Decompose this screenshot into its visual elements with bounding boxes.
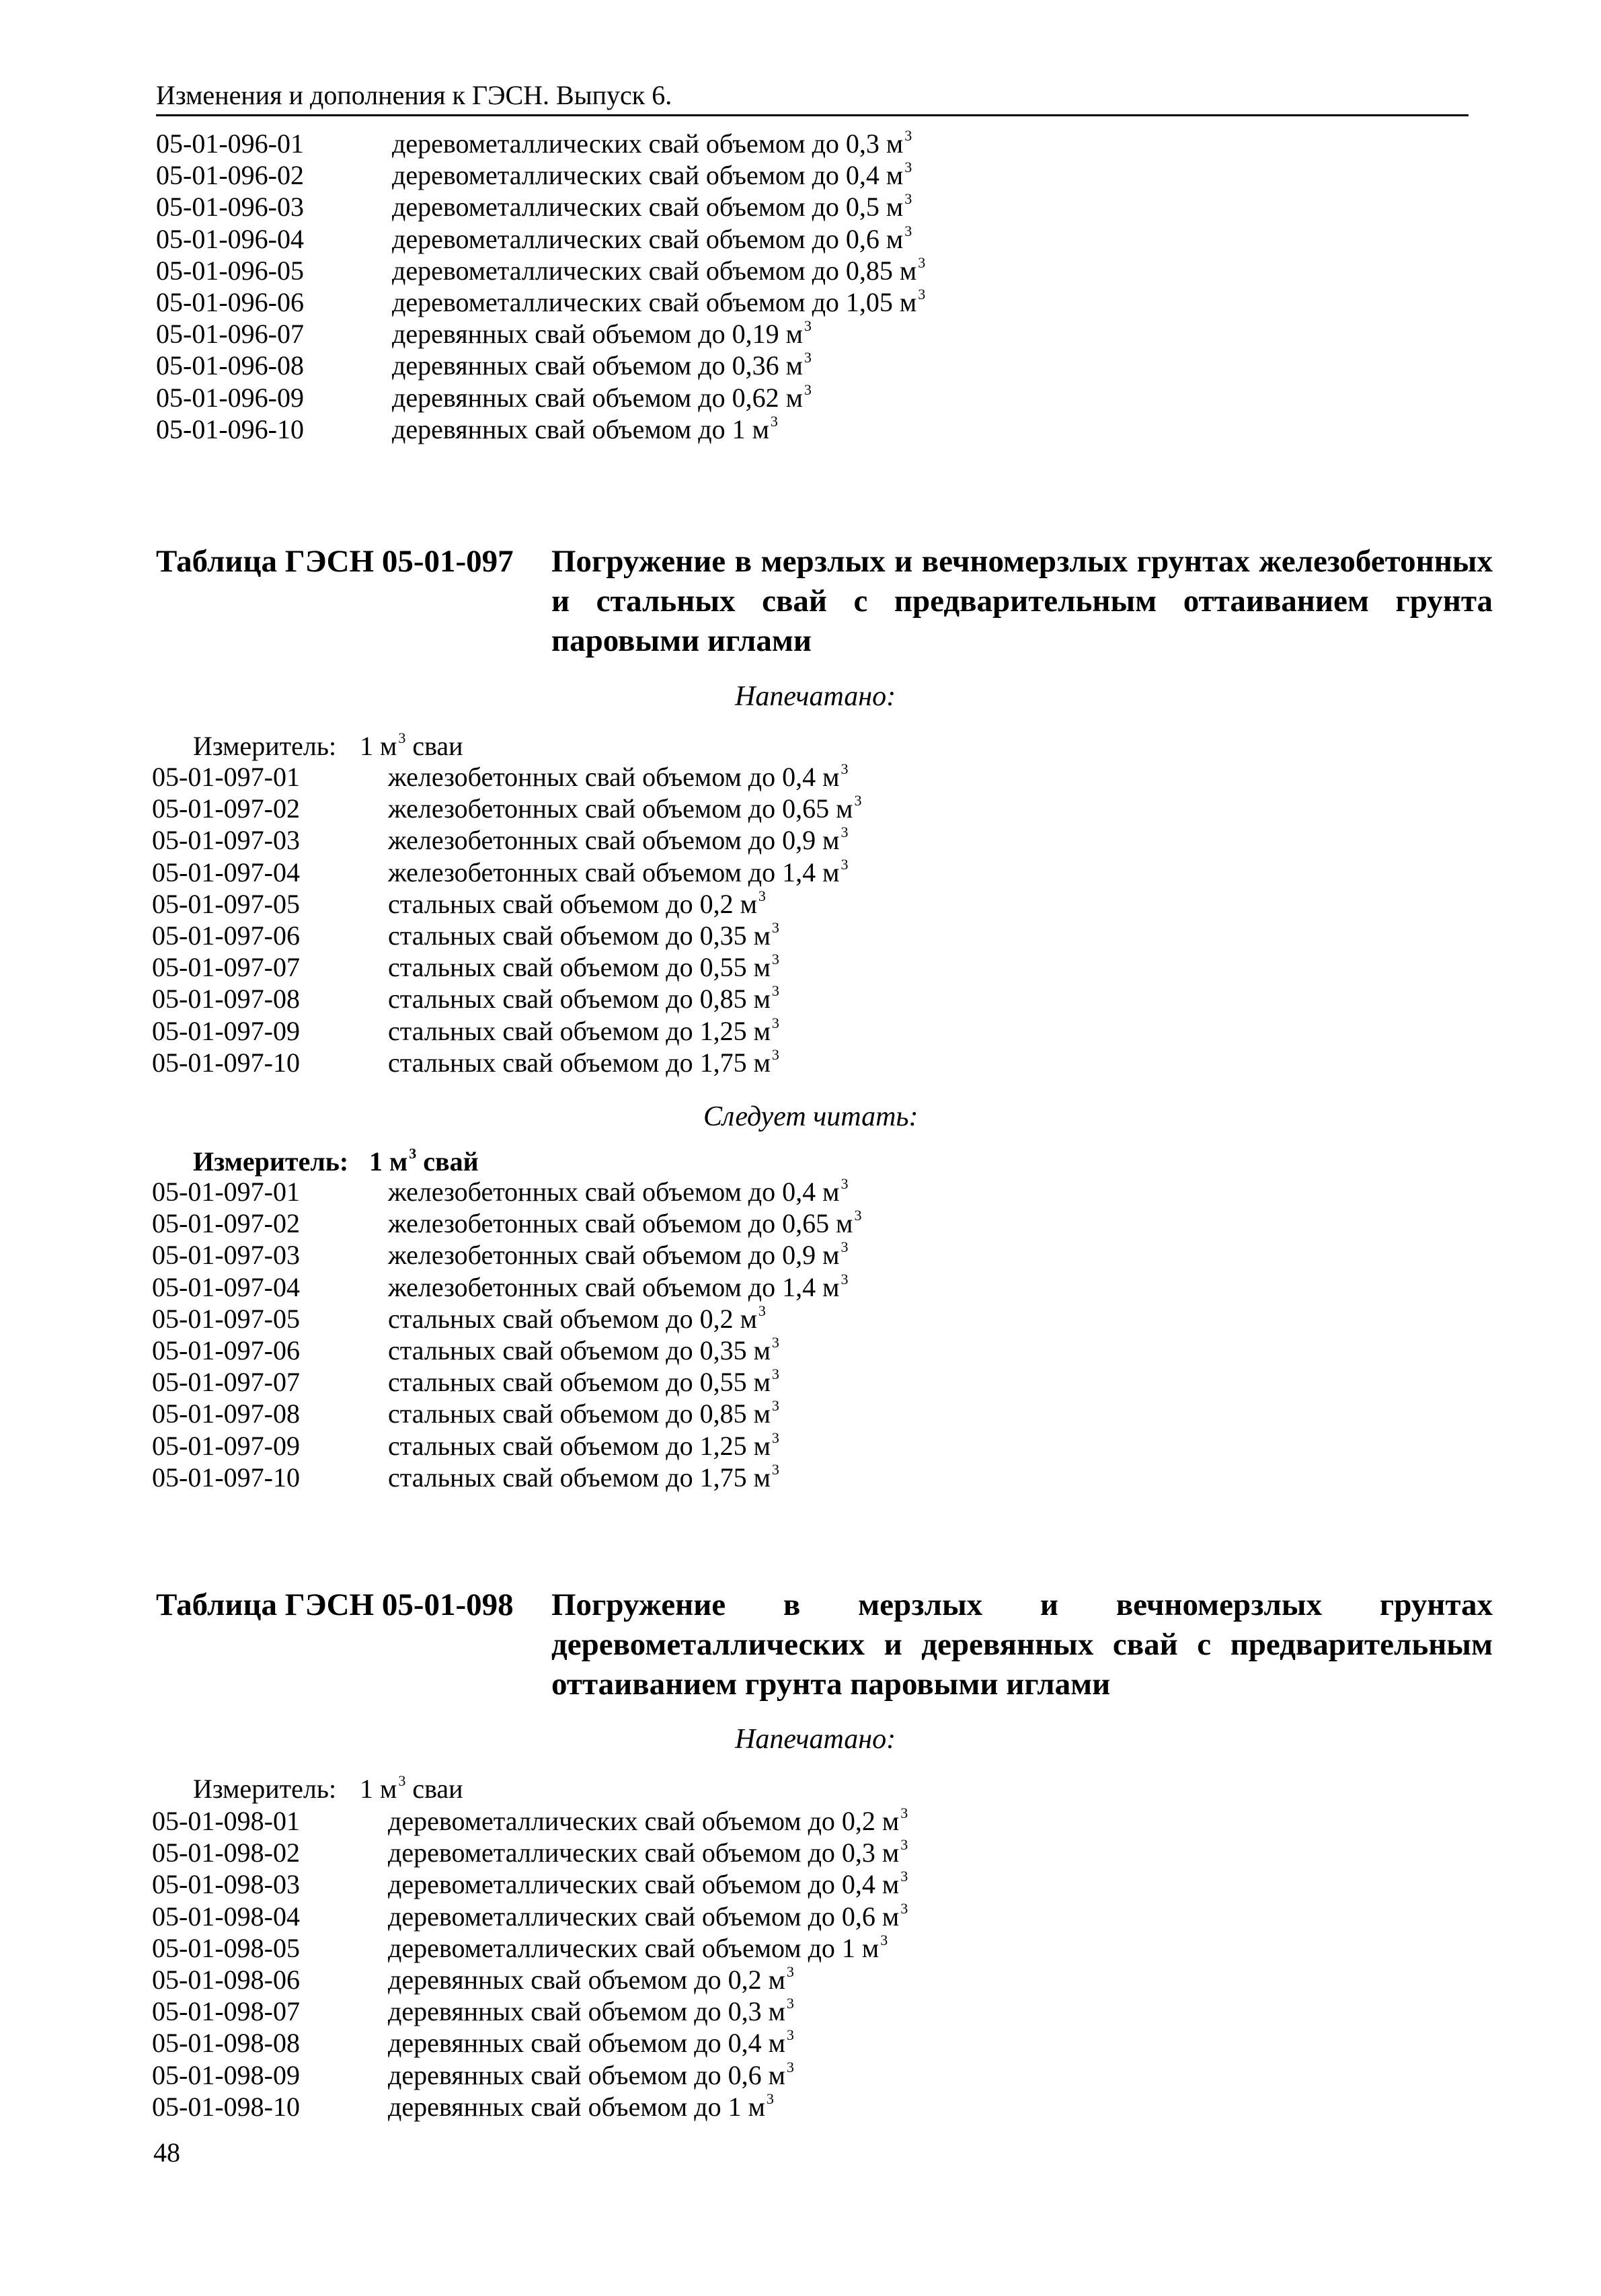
item-description: стальных свай объемом до 1,25 $м^3$ (388, 1429, 779, 1461)
item-code: 05-01-097-07 (152, 952, 300, 983)
item-code: 05-01-098-07 (152, 1996, 300, 2027)
item-code: 05-01-098-04 (152, 1901, 300, 1932)
item-code: 05-01-097-01 (152, 1177, 300, 1207)
item-description: стальных свай объемом до 1,75 $м^3$ (388, 1045, 779, 1078)
list-item (156, 318, 1165, 350)
list-item (152, 920, 1161, 952)
header-rule (156, 114, 1469, 116)
item-code: 05-01-097-06 (152, 1335, 300, 1365)
table-098-name: Погружение в мерзлых и вечномерзлых грунтах деревометаллических и деревянных свай с предварительным оттаиванием грунта паровыми иглами (551, 1587, 1493, 1702)
item-code: 05-01-096-02 (156, 160, 304, 191)
item-description: стальных свай объемом до 0,35 $м^3$ (388, 1334, 779, 1365)
item-description: стальных свай объемом до 1,25 $м^3$ (388, 1014, 779, 1046)
item-code: 05-01-097-08 (152, 1398, 300, 1429)
item-description: деревянных свай объемом до 0,62 $м^3$ (392, 381, 812, 413)
item-code: 05-01-098-08 (152, 2028, 300, 2059)
list-item (156, 255, 1165, 287)
list-item (152, 2091, 1161, 2123)
list-item (152, 1208, 1161, 1240)
item-code: 05-01-097-10 (152, 1462, 300, 1493)
item-description: железобетонных свай объемом до 0,9 $м^3$ (388, 824, 849, 856)
table-097-name: Погружение в мерзлых и вечномерзлых грунтах железобетонных и стальных свай с предварительным оттаиванием грунта паровыми иглами (551, 544, 1493, 658)
item-code: 05-01-097-02 (152, 793, 300, 824)
table-097-corrected-note: Следует читать: (703, 1101, 919, 1132)
item-code: 05-01-098-01 (152, 1806, 300, 1836)
item-code: 05-01-097-04 (152, 1271, 300, 1302)
list-item (152, 1239, 1161, 1271)
item-code: 05-01-096-07 (156, 319, 304, 350)
item-code: 05-01-097-04 (152, 857, 300, 887)
list-item (152, 2059, 1161, 2092)
item-description: стальных свай объемом до 0,85 $м^3$ (388, 1397, 779, 1429)
list-item (152, 1868, 1161, 1901)
item-description: деревометаллических свай объемом до 1 $м^3$ (388, 1931, 888, 1963)
list-item (152, 761, 1161, 793)
item-code: 05-01-098-09 (152, 2059, 300, 2090)
list-item (152, 857, 1161, 889)
item-code: 05-01-097-03 (152, 1240, 300, 1271)
list-item (152, 1995, 1161, 2028)
table-098-label: Таблица ГЭСН 05-01-098 (156, 1587, 514, 1622)
item-description: деревометаллических свай объемом до 0,3 $м^3$ (392, 127, 912, 159)
item-description: железобетонных свай объемом до 1,4 $м^3$ (388, 855, 849, 887)
item-code: 05-01-096-09 (156, 382, 304, 413)
item-description: стальных свай объемом до 0,2 $м^3$ (388, 887, 766, 919)
list-item (152, 1271, 1161, 1304)
list-item (152, 1901, 1161, 1933)
item-description: деревянных свай объемом до 0,4 $м^3$ (388, 2026, 794, 2059)
item-code: 05-01-097-02 (152, 1208, 300, 1239)
list-item (152, 1430, 1161, 1462)
list-item (152, 824, 1161, 857)
item-description: железобетонных свай объемом до 1,4 $м^3$ (388, 1270, 849, 1302)
item-description: стальных свай объемом до 0,85 $м^3$ (388, 982, 779, 1015)
list-item (152, 1015, 1161, 1047)
meter-unit: 1 $м^3$ сваи (360, 1772, 463, 1804)
item-description: деревянных свай объемом до 0,3 $м^3$ (388, 1995, 794, 2027)
item-description: железобетонных свай объемом до 0,65 $м^3$ (388, 792, 862, 824)
page-number: 48 (153, 2137, 180, 2168)
item-code: 05-01-097-09 (152, 1430, 300, 1461)
item-code: 05-01-097-09 (152, 1015, 300, 1046)
list-item (156, 350, 1165, 382)
item-code: 05-01-097-05 (152, 888, 300, 919)
item-description: деревометаллических свай объемом до 0,4 $м^3$ (388, 1868, 908, 1900)
item-description: стальных свай объемом до 0,55 $м^3$ (388, 1365, 779, 1398)
item-code: 05-01-097-01 (152, 762, 300, 792)
table-097-label: Таблица ГЭСН 05-01-097 (156, 544, 514, 579)
list-item (152, 951, 1161, 984)
item-code: 05-01-096-10 (156, 413, 304, 444)
list-item (152, 1462, 1161, 1494)
table-098-title (156, 1585, 1493, 1706)
item-description: стальных свай объемом до 1,75 $м^3$ (388, 1460, 779, 1493)
list-item (152, 793, 1161, 825)
list-item (152, 2027, 1161, 2059)
item-description: деревянных свай объемом до 0,6 $м^3$ (388, 2058, 794, 2090)
item-code: 05-01-098-02 (152, 1837, 300, 1868)
table-098-printed-note: Напечатано: (735, 1724, 896, 1755)
item-description: деревометаллических свай объемом до 0,5 $м^3$ (392, 190, 912, 223)
list-item (152, 1964, 1161, 1996)
item-code: 05-01-096-03 (156, 192, 304, 223)
list-item (152, 888, 1161, 920)
list-item (156, 191, 1165, 223)
list-item (156, 159, 1165, 192)
item-description: стальных свай объемом до 0,2 $м^3$ (388, 1302, 766, 1334)
item-description: стальных свай объемом до 0,35 $м^3$ (388, 919, 779, 951)
item-code: 05-01-096-04 (156, 223, 304, 254)
list-item (152, 1335, 1161, 1367)
item-code: 05-01-097-08 (152, 984, 300, 1015)
item-code: 05-01-097-06 (152, 920, 300, 951)
item-description: деревянных свай объемом до 0,19 $м^3$ (392, 317, 812, 350)
item-code: 05-01-097-10 (152, 1047, 300, 1078)
meter-label: Измеритель: (193, 731, 337, 761)
item-description: деревометаллических свай объемом до 0,3 $м^3$ (388, 1836, 908, 1868)
list-item (152, 1932, 1161, 1965)
item-code: 05-01-096-01 (156, 128, 304, 159)
list-item (152, 1047, 1161, 1079)
list-item (152, 1366, 1161, 1398)
item-code: 05-01-098-06 (152, 1965, 300, 1995)
item-code: 05-01-096-06 (156, 287, 304, 317)
list-item (156, 128, 1165, 160)
item-code: 05-01-097-07 (152, 1367, 300, 1398)
item-description: деревометаллических свай объемом до 0,4 $м^3$ (392, 159, 912, 191)
item-code: 05-01-098-03 (152, 1869, 300, 1900)
item-description: деревометаллических свай объемом до 1,05 $м^3$ (392, 286, 926, 317)
list-item (156, 223, 1165, 255)
item-description: железобетонных свай объемом до 0,4 $м^3$ (388, 1175, 849, 1207)
item-code: 05-01-097-05 (152, 1303, 300, 1334)
item-description: железобетонных свай объемом до 0,9 $м^3$ (388, 1238, 849, 1271)
item-description: деревянных свай объемом до 0,36 $м^3$ (392, 349, 812, 381)
item-description: железобетонных свай объемом до 0,4 $м^3$ (388, 760, 849, 792)
list-item (152, 1176, 1161, 1208)
item-code: 05-01-098-05 (152, 1932, 300, 1963)
meter-unit: 1 $м^3$ сваи (360, 729, 463, 761)
table-097-printed-note: Напечатано: (735, 681, 896, 712)
list-item (152, 1303, 1161, 1335)
running-header: Изменения и дополнения к ГЭСН. Выпуск 6. (156, 80, 672, 110)
item-description: стальных свай объемом до 0,55 $м^3$ (388, 951, 779, 983)
item-description: деревянных свай объемом до 1 $м^3$ (388, 2090, 774, 2122)
meter-unit: 1 $м^3$ свай (369, 1145, 479, 1177)
item-description: деревометаллических свай объемом до 0,6 $м^3$ (392, 222, 912, 254)
meter-label: Измеритель: (193, 1146, 349, 1177)
table-097-title (156, 542, 1493, 663)
item-description: деревометаллических свай объемом до 0,6 $м^3$ (388, 1899, 908, 1932)
list-item (156, 413, 1165, 446)
list-item (156, 382, 1165, 414)
item-description: деревометаллических свай объемом до 0,85 $м^3$ (392, 253, 926, 286)
item-description: деревянных свай объемом до 1 $м^3$ (392, 412, 778, 444)
item-code: 05-01-098-10 (152, 2091, 300, 2122)
list-item (152, 1837, 1161, 1869)
list-item (152, 1398, 1161, 1430)
meter-label: Измеритель: (193, 1774, 337, 1804)
item-code: 05-01-096-08 (156, 350, 304, 381)
list-item (152, 1805, 1161, 1837)
item-description: деревометаллических свай объемом до 0,2 $м^3$ (388, 1805, 908, 1836)
item-description: деревянных свай объемом до 0,2 $м^3$ (388, 1963, 794, 1995)
list-item (152, 983, 1161, 1015)
item-code: 05-01-097-03 (152, 825, 300, 856)
item-code: 05-01-096-05 (156, 255, 304, 286)
item-description: железобетонных свай объемом до 0,65 $м^3$ (388, 1207, 862, 1239)
list-item (156, 286, 1165, 319)
